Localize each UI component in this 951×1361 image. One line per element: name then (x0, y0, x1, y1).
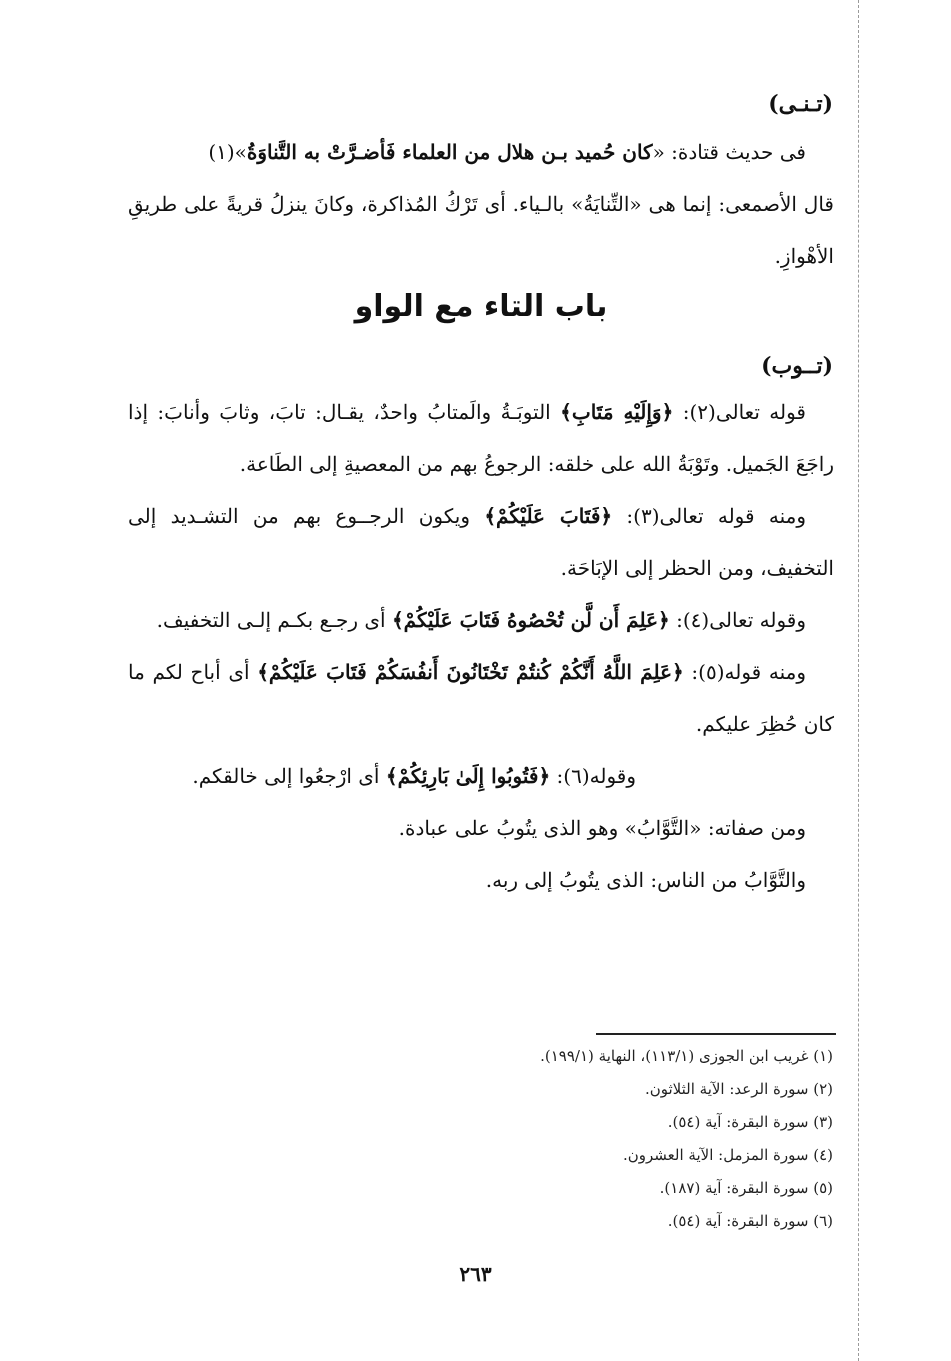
paragraph-lead: وقوله(٦): (550, 764, 636, 788)
footnote-1: (١) غريب ابن الجوزى (١١٣/١)، النهاية (١٩٩/١). (540, 1047, 833, 1065)
quran-quote: ﴿فَتُوبُوا إِلَىٰ بَارِئِكُمْ﴾ (385, 764, 551, 788)
paragraph-tail: التوبَـةُ والَمتابُ واحدٌ، يقـال: تابَ، وثابَ وأنابَ: إذا راجَعَ الجَميل. وتَوْبَةُ الله على خلقه: الرجوعُ بهم من المعصيةِ إلى الطَاعة. (128, 400, 834, 476)
footnote-3: (٣) سورة البقرة: آية (٥٤). (667, 1113, 833, 1131)
quran-quote: ﴿فَتَابَ عَلَيْكُمْ﴾ (484, 504, 613, 528)
footnote-2: (٢) سورة الرعد: الآية الثلاثون. (644, 1080, 833, 1098)
paragraph-5 (128, 750, 834, 802)
quran-quote: ﴿وَإِلَيْهِ مَتَابِ﴾ (560, 400, 674, 424)
paragraph-lead: فى حديث قتادة: « (652, 140, 806, 164)
entry-twb-text (128, 386, 834, 906)
paragraph-7: والتَّوَّابُ من الناس: الذى يتُوبُ إلى ربه. (485, 868, 806, 892)
footnote-separator (596, 1033, 836, 1035)
page-number: ٢٦٣ (459, 1262, 492, 1286)
entry-heading-twb: (تــوب) (761, 353, 833, 379)
paragraph-3 (128, 594, 834, 646)
paragraph-tna-2: قال الأصمعى: إنما هى «التِّنايَةُ» بالـياء. أى تَرْكُ المُذاكرة، وكانَ ينزلُ قريةً على طريقِ الأهْوازِ. (128, 192, 834, 268)
footnote-4: (٤) سورة المزمل: الآية العشرون. (623, 1146, 833, 1164)
paragraph-lead: وقوله تعالى(٤): (669, 608, 806, 632)
entry-heading-tna: (تـنـى) (768, 91, 833, 117)
chapter-title: باب التاء مع الواو (354, 289, 608, 324)
paragraph-tna-1 (128, 126, 834, 178)
paragraph-lead: ومنه قوله(٥): (683, 660, 807, 684)
paragraph-2 (128, 490, 834, 594)
paragraph-tail: »(١) (208, 140, 247, 164)
paragraph-1 (128, 386, 834, 490)
paragraph-tail: أى رجـع بكـم إلـى التخفيف. (156, 608, 392, 632)
page-edge-dots (858, 0, 859, 1361)
entry-tna-text (128, 126, 834, 282)
footnote-5: (٥) سورة البقرة: آية (١٨٧). (659, 1179, 833, 1197)
paragraph-tail: أى أباح لكم ما كان حُظِرَ عليكم. (128, 660, 834, 736)
paragraph-lead: قوله تعالى(٢): (673, 400, 806, 424)
paragraph-tail: أى ارْجعُوا إلى خالقكم. (192, 764, 386, 788)
paragraph-lead: ومنه قوله تعالى(٣): (612, 504, 806, 528)
footnotes (233, 1040, 833, 1238)
quran-quote: ﴿عَلِمَ أَن لَّن تُحْصُوهُ فَتَابَ عَلَيْكُمْ﴾ (391, 608, 670, 632)
paragraph-tail: ويكون الرجــوع بهم من التشـديد إلى التخفيف، ومن الحظر إلى الإبَاحَة. (128, 504, 834, 580)
paragraph-4 (128, 646, 834, 750)
hadith-quote: كان حُميد بـن هلال من العلماء فَأضـرَّتْ به التَّناوَةُ (246, 140, 653, 164)
footnote-6: (٦) سورة البقرة: آية (٥٤). (667, 1212, 833, 1230)
paragraph-6: ومن صفاته: «التَّوَّابُ» وهو الذى يتُوبُ على عبادة. (398, 816, 806, 840)
quran-quote: ﴿عَلِمَ اللَّهُ أَنَّكُمْ كُنتُمْ تَخْتَانُونَ أَنفُسَكُمْ فَتَابَ عَلَيْكُمْ﴾ (257, 660, 684, 684)
